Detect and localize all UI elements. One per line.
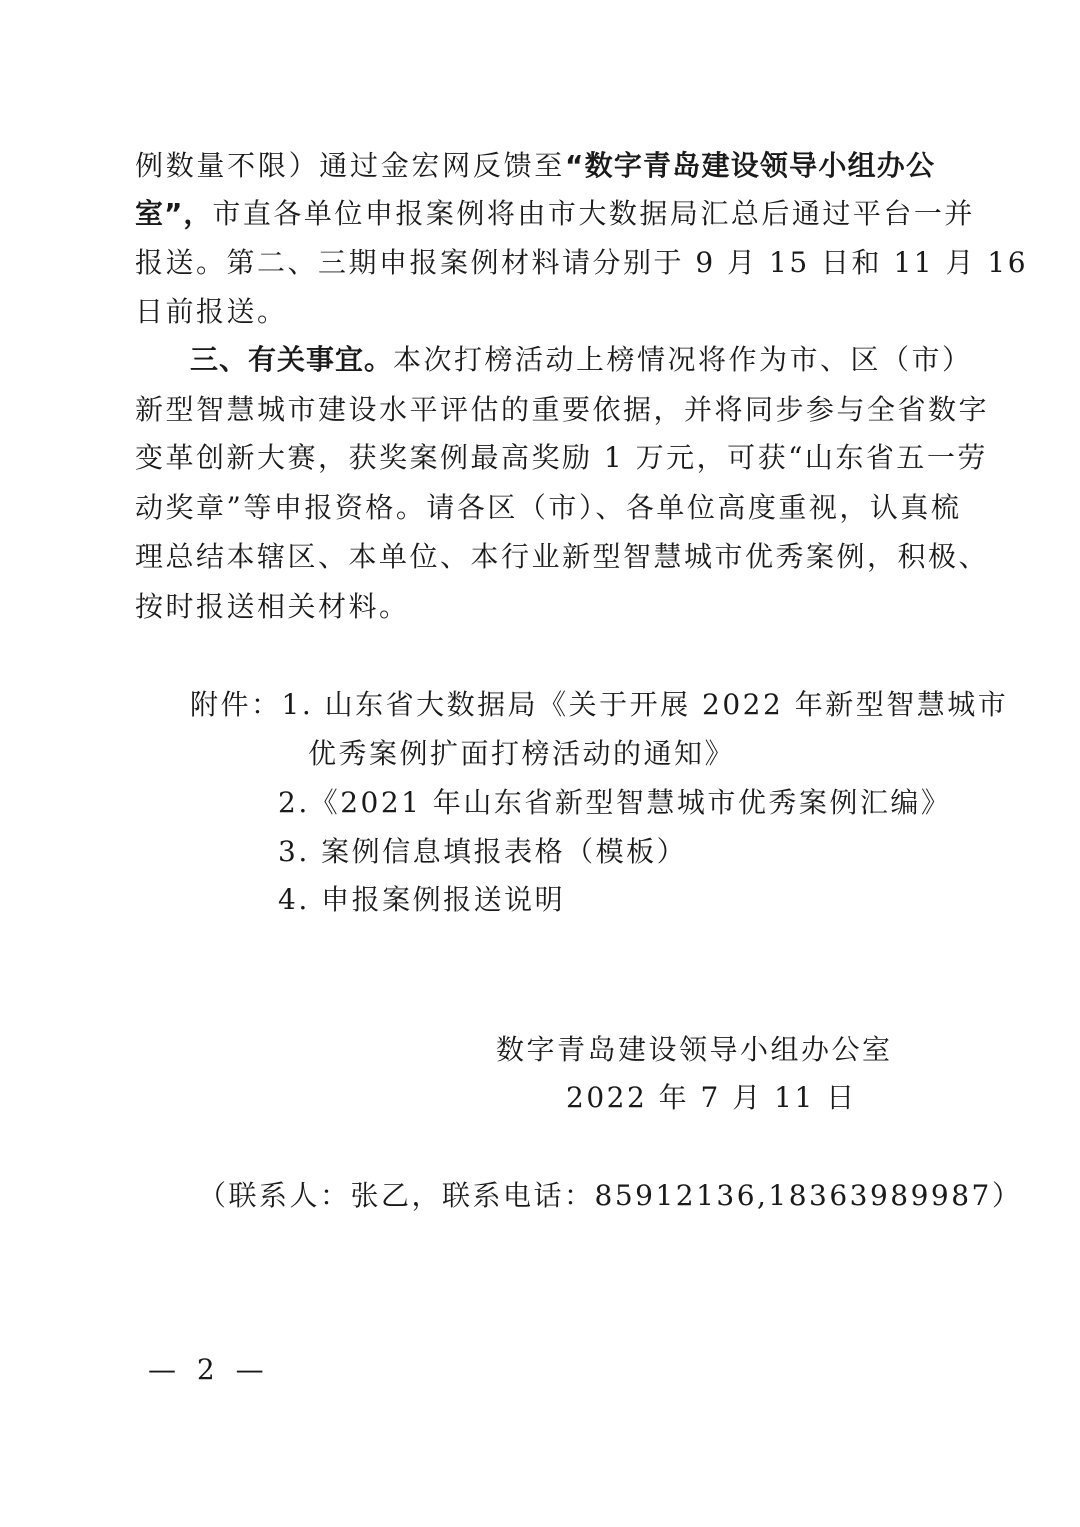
section-three-line — [190, 340, 973, 380]
contact-info: （联系人：张乙，联系电话：85912136,18363989987） — [198, 1179, 1023, 1212]
body-bold-text: “数字青岛建设领导小组办公 — [565, 149, 935, 182]
page-number: — 2 — — [148, 1353, 270, 1386]
attachment-text: 1. 山东省大数据局《关于开展 2022 年新型智慧城市 — [281, 688, 1009, 721]
body-line-7: 变革创新大赛，获奖案例最高奖励 1 万元，可获“山东省五一劳 — [135, 441, 988, 474]
section-heading: 三、有关事宜。 — [190, 343, 394, 376]
body-line-4: 日前报送。 — [135, 295, 288, 328]
attachment-item-1-continued: 优秀案例扩面打榜活动的通知》 — [308, 737, 736, 770]
body-line-6: 新型智慧城市建设水平评估的重要依据，并将同步参与全省数字 — [135, 393, 990, 426]
body-line-10: 按时报送相关材料。 — [135, 590, 410, 623]
attachments-label: 附件： — [190, 688, 282, 721]
body-line-8: 动奖章”等申报资格。请各区（市）、各单位高度重视，认真梳 — [135, 491, 962, 524]
attachment-item-3: 3. 案例信息填报表格（模板） — [278, 835, 688, 868]
body-bold-text: 室”， — [135, 197, 213, 230]
attachment-item-2: 2.《2021 年山东省新型智慧城市优秀案例汇编》 — [278, 786, 952, 819]
body-text: 市直各单位申报案例将由市大数据局汇总后通过平台一并 — [212, 197, 975, 230]
body-text: 例数量不限）通过金宏网反馈至 — [135, 149, 566, 182]
body-text: 本次打榜活动上榜情况将作为市、区（市） — [393, 343, 973, 376]
attachment-item-4: 4. 申报案例报送说明 — [278, 883, 566, 916]
body-line-2 — [135, 194, 975, 234]
signature-organization: 数字青岛建设领导小组办公室 — [496, 1033, 893, 1066]
body-line-1 — [135, 146, 935, 186]
signature-date: 2022 年 7 月 11 日 — [566, 1081, 857, 1114]
body-line-9: 理总结本辖区、本单位、本行业新型智慧城市优秀案例，积极、 — [135, 540, 990, 573]
body-line-3: 报送。第二、三期申报案例材料请分别于 9 月 15 日和 11 月 16 — [135, 246, 1029, 279]
attachment-item-1 — [190, 685, 1009, 725]
